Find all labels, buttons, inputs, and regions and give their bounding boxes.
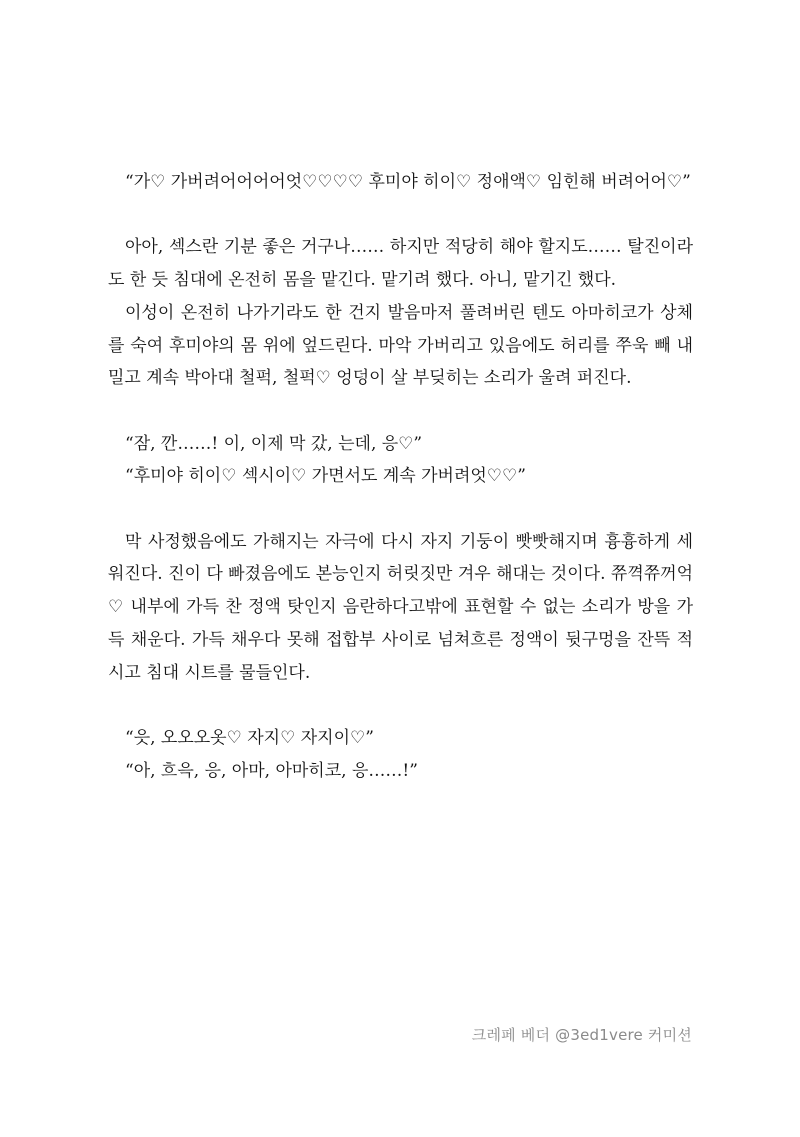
dialog-line: “잠, 깐……! 이, 이제 막 갔, 는데, 응♡” [125, 433, 423, 454]
narration-paragraph: 아아, 섹스란 기분 좋은 거구나…… 하지만 적당히 해야 할지도…… 탈진이라도 한 듯 침대에 온전히 몸을 맡긴다. 맡기려 했다. 아니, 맡기긴 했다. [108, 237, 693, 291]
dialog-line: “아, 흐윽, 응, 아마, 아마히코, 응……!” [125, 760, 418, 781]
commission-credit: 크레페 베더 @3ed1vere 커미션 [471, 1026, 692, 1044]
dialog-line: “가♡ 가버려어어어어엇♡♡♡♡ 후미야 히이♡ 정애액♡ 임힌해 버려어어♡” [125, 172, 691, 192]
narration-paragraph: 막 사정했음에도 가해지는 자극에 다시 자지 기둥이 빳빳해지며 흉흉하게 세워진다. 진이 다 빠졌음에도 본능인지 허릿짓만 겨우 해대는 것이다. 쮸껵쮸꺼억♡ 내부에 가득 찬 정액 탓인지 음란하다고밖에 표현할 수 없는 소리가 방을 가득 채운다. 가득 채우다 못해 접합부 사이로 넘쳐흐른 정액이 뒷구멍을 잔뜩 적시고 침대 시트를 물들인다. [108, 531, 693, 683]
narration-paragraph: 이성이 온전히 나가기라도 한 건지 발음마저 풀려버린 텐도 아마히코가 상체를 숙여 후미야의 몸 위에 엎드린다. 마악 가버리고 있음에도 허리를 쭈욱 빼 내밀고 계속 박아대 철퍽, 철퍽♡ 엉덩이 살 부딪히는 소리가 울려 퍼진다. [108, 302, 693, 389]
dialog-line: “읏, 오오오옷♡ 자지♡ 자지이♡” [125, 727, 374, 748]
paragraph-gap [108, 493, 693, 526]
paragraph-gap [108, 395, 693, 428]
story-text [108, 166, 693, 787]
paragraph-gap [108, 689, 693, 722]
paragraph-gap [108, 199, 693, 232]
dialog-line: “후미야 히이♡ 섹시이♡ 가면서도 계속 가버려엇♡♡” [125, 466, 526, 487]
